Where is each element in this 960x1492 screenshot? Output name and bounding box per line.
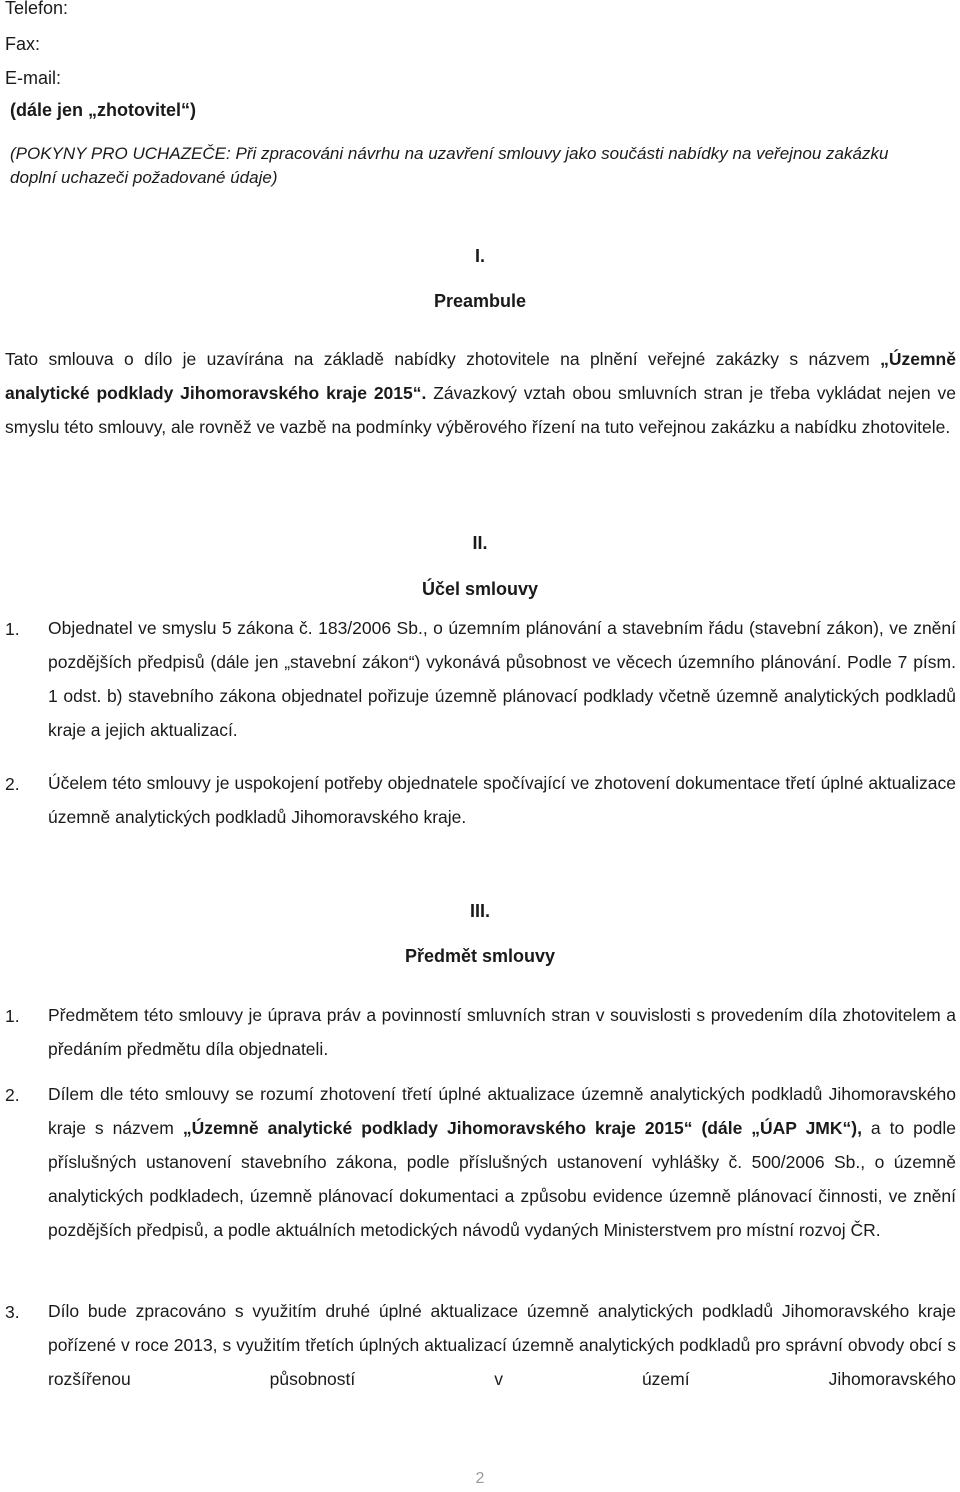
item-text: Účelem této smlouvy je uspokojení potřeby objednatele spočívající ve zhotovení dokumentace třetí úplné aktualizace územně analytických podkladů Jihomoravského kraje. xyxy=(48,773,956,827)
section-3-title: Předmět smlouvy xyxy=(404,946,556,966)
contact-email-label: E-mail: xyxy=(5,68,62,88)
section-1-paragraph xyxy=(5,342,956,444)
section-2-title: Účel smlouvy xyxy=(421,579,539,599)
item-number: 1. xyxy=(5,619,20,639)
section-2-number: II. xyxy=(472,533,488,553)
item-text: Dílo bude zpracováno s využitím druhé úplné aktualizace územně analytických podkladů Jihomoravského kraje pořízené v roce 2013, s využitím třetích úplných aktualizací územně analytických podkladů pro správní obvody obcí s rozšířenou působností v území Jihomoravského xyxy=(48,1301,956,1389)
item-text: Předmětem této smlouvy je úprava práv a povinností smluvních stran v souvislosti s provedením díla zhotovitelem a předáním předmětu díla objednateli. xyxy=(48,1005,956,1059)
item-number: 2. xyxy=(5,1085,20,1105)
section-1-text-bold: „Územně analytické podklady Jihomoravského kraje 2015“. xyxy=(5,349,956,403)
contact-fax-label: Fax: xyxy=(5,34,41,54)
instructions-note: (POKYNY PRO UCHAZEČE: Při zpracováni návrhu na uzavření smlouvy jako součásti nabídky na veřejnou zakázku doplní uchazeči požadované údaje) xyxy=(10,144,889,187)
item-text xyxy=(48,1077,956,1247)
section-3-number: III. xyxy=(469,901,490,921)
section-1-text-part1: Tato smlouva o dílo je uzavírána na základě nabídky zhotovitele na plnění veřejné zakázky s názvem xyxy=(5,349,870,369)
item-number: 2. xyxy=(5,774,20,794)
section-1-text-part2: Závazkový vztah obou smluvních stran je třeba vykládat nejen ve smyslu této smlouvy, ale rovněž ve vazbě na podmínky výběrového řízení na tuto veřejnou zakázku a nabídku zhotovitele. xyxy=(5,383,956,437)
page-number: 2 xyxy=(475,1470,485,1487)
item-text-bold: „Územně analytické podklady Jihomoravského kraje 2015“ (dále „ÚAP JMK“), xyxy=(182,1118,862,1138)
section-1-number: I. xyxy=(474,246,485,266)
item-number: 1. xyxy=(5,1006,20,1026)
item-text: Objednatel ve smyslu 5 zákona č. 183/2006 Sb., o územním plánování a stavebním řádu (stavební zákon), ve znění pozdějších předpisů (dále jen „stavební zákon“) vykonává působnost ve věcech územního plánování. Podle 7 písm. 1 odst. b) stavebního zákona objednatel pořizuje územně plánovací podklady včetně územně analytických podkladů kraje a jejich aktualizací. xyxy=(48,618,956,740)
section-1-title: Preambule xyxy=(433,291,527,311)
item-number: 3. xyxy=(5,1302,20,1322)
contact-telefon-label: Telefon: xyxy=(5,0,69,18)
item-text-part1: Dílem dle této smlouvy se rozumí zhotovení třetí úplné aktualizace územně analytických podkladů Jihomoravského kraje s názvem xyxy=(48,1084,956,1138)
item-text-part2: a to podle příslušných ustanovení stavebního zákona, podle příslušných ustanovení vyhlášky č. 500/2006 Sb., o územně analytických podkladech, územně plánovací dokumentaci a způsobu evidence územně plánovací činnosti, ve znění pozdějších předpisů, a podle aktuálních metodických návodů vydaných Ministerstvem pro místní rozvoj ČR. xyxy=(48,1118,956,1240)
zhotovitel-label: (dále jen „zhotovitel“) xyxy=(10,100,197,120)
